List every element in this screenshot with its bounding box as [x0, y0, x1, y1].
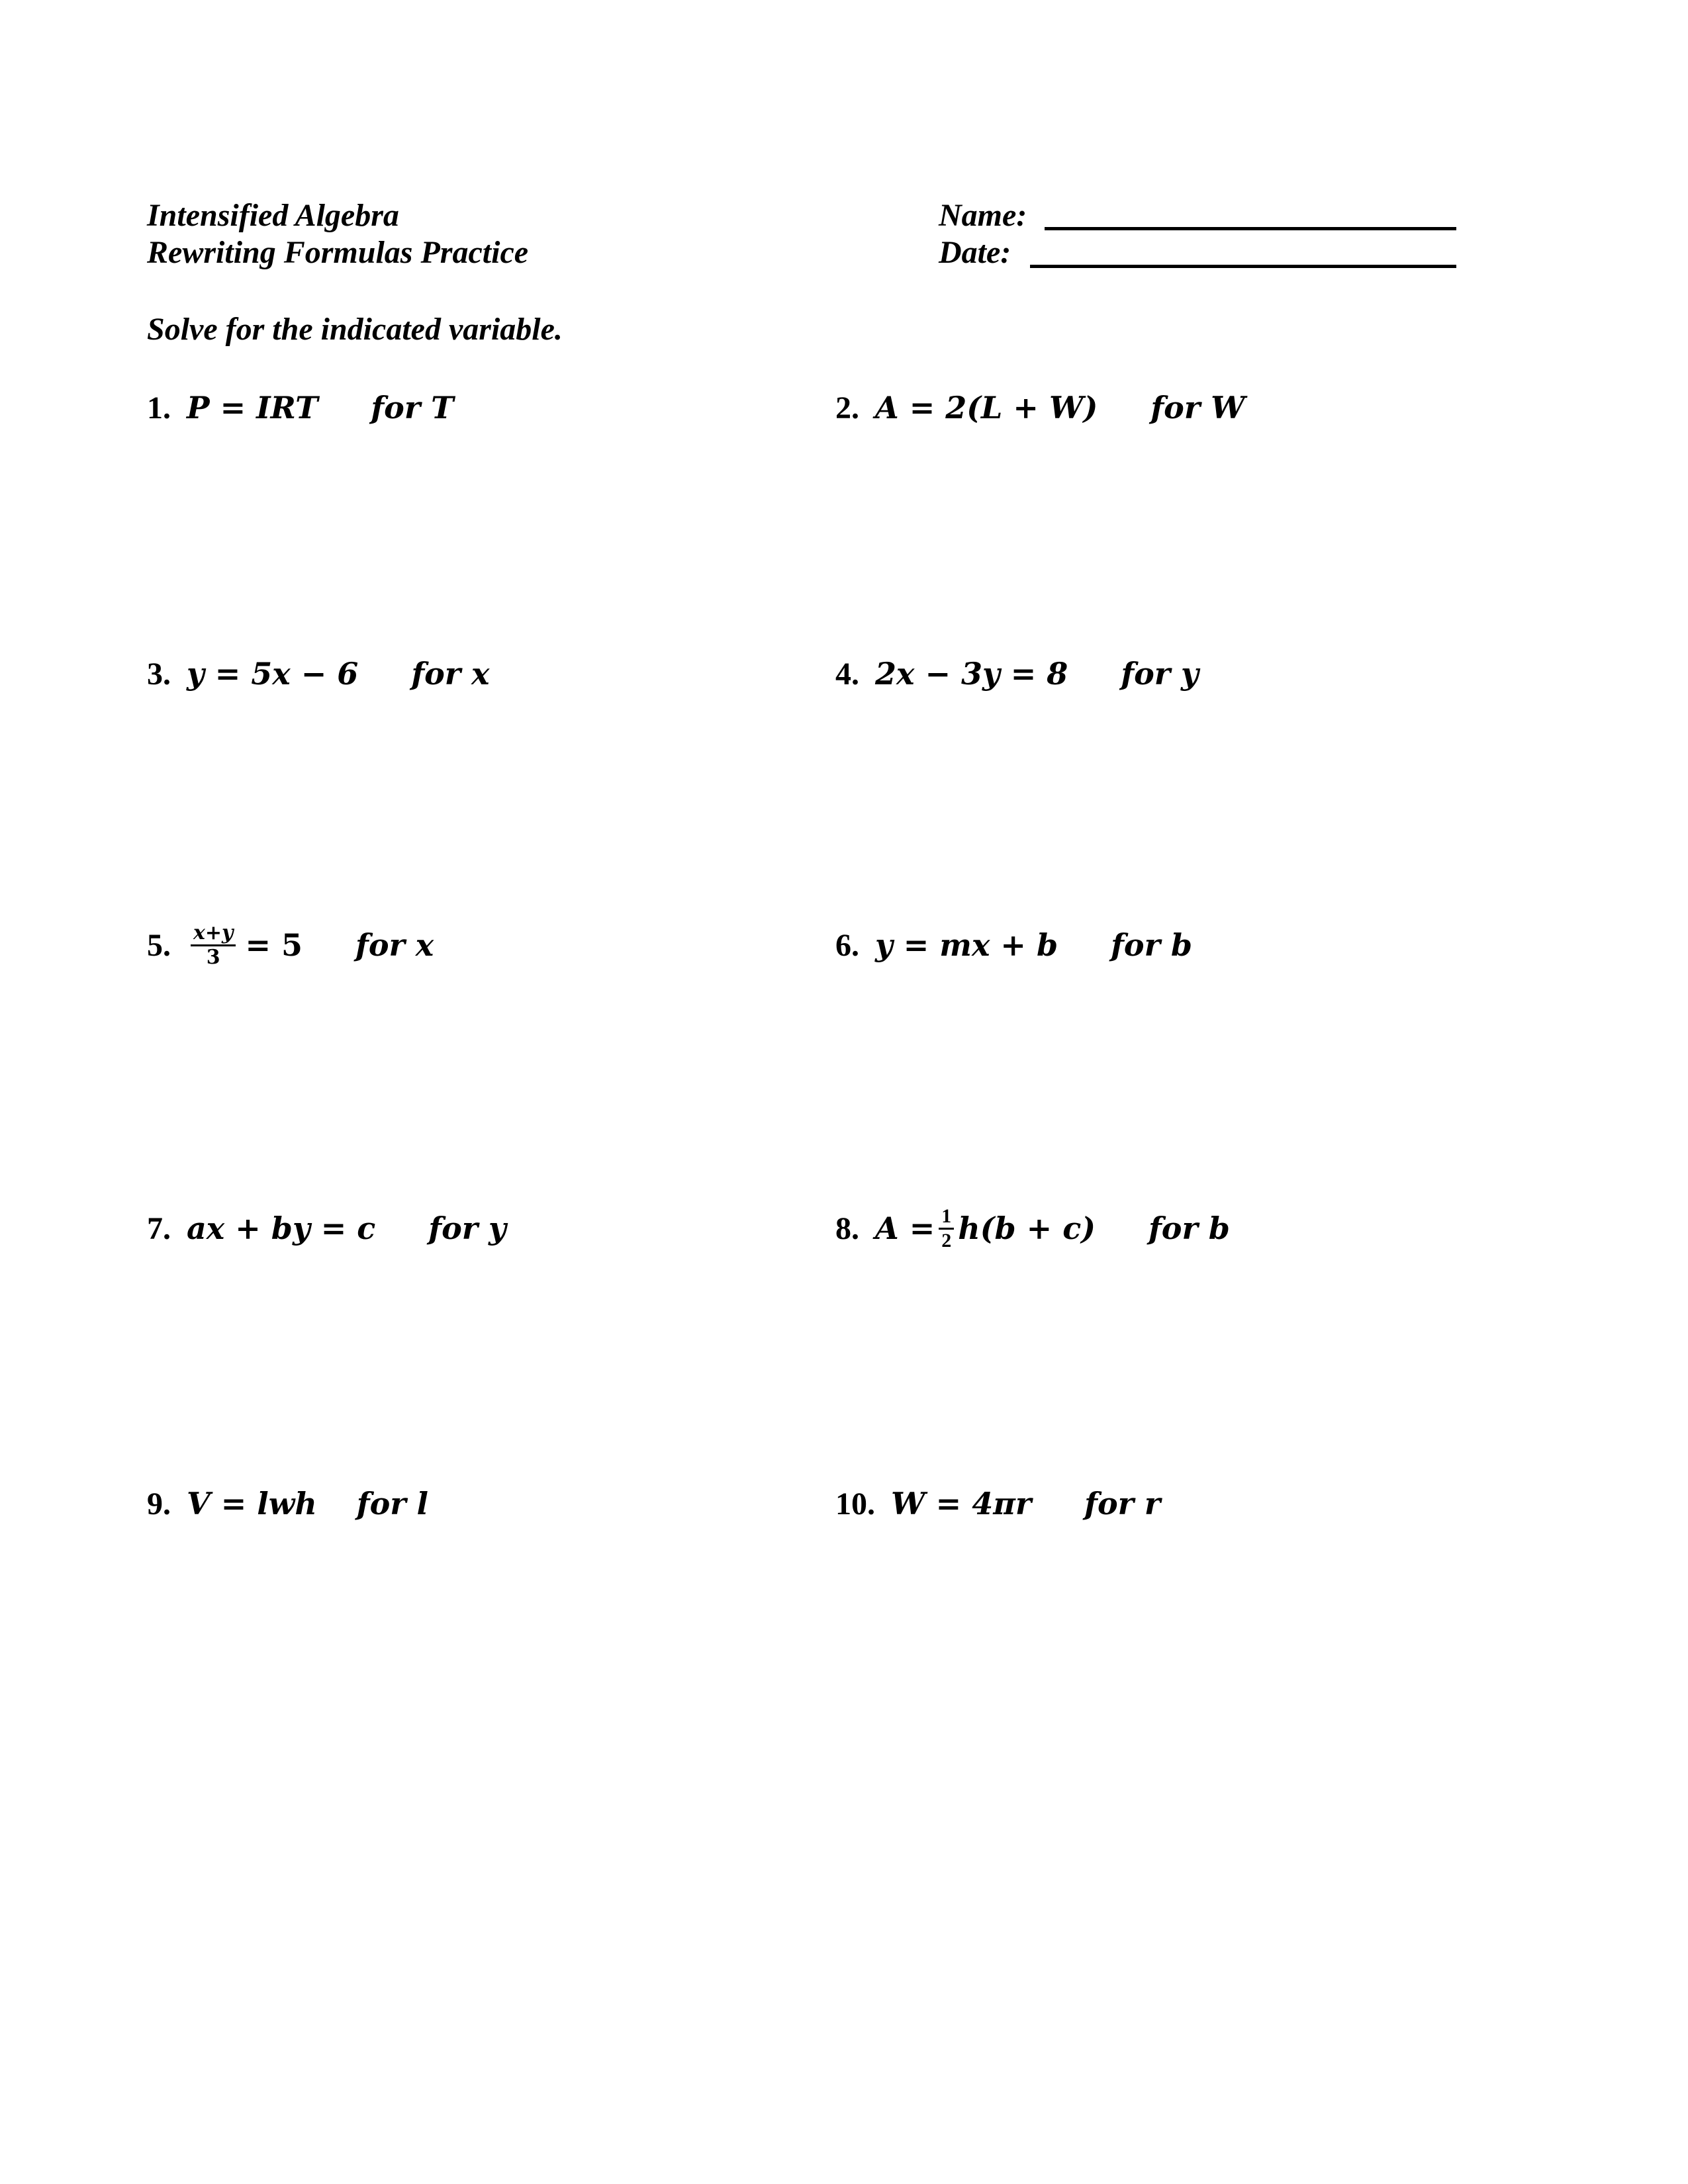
problem-1	[147, 381, 453, 434]
problem-6	[835, 919, 1192, 972]
instructions: Solve for the indicated variable.	[147, 312, 563, 347]
problem-equation: ax + by = c	[187, 1210, 376, 1246]
problem-target: for x	[355, 927, 434, 963]
problem-equation-rest: h(b + c)	[958, 1210, 1096, 1246]
problem-target: for x	[411, 656, 490, 692]
problem-number: 2.	[835, 390, 859, 426]
fraction-denominator: 2	[941, 1229, 952, 1251]
problem-equation: y = 5x − 6	[187, 656, 359, 692]
problem-number: 1.	[147, 390, 171, 426]
problem-number: 3.	[147, 656, 171, 692]
fraction-numerator: x+y	[193, 921, 234, 944]
problem-number: 5.	[147, 927, 171, 963]
problem-target: for y	[428, 1210, 506, 1246]
problem-7	[147, 1202, 506, 1255]
problem-number: 8.	[835, 1210, 859, 1246]
fraction-numerator: 1	[941, 1205, 952, 1227]
problem-4	[835, 647, 1199, 700]
problem-equation: P = IRT	[187, 390, 318, 426]
problem-target: for b	[1148, 1210, 1230, 1246]
problem-3	[147, 647, 489, 700]
problem-target: for l	[356, 1486, 428, 1522]
problem-target: for r	[1084, 1486, 1161, 1522]
date-label: Date:	[939, 235, 1011, 270]
problem-equation: 2x − 3y = 8	[875, 656, 1068, 692]
problem-10	[835, 1477, 1160, 1530]
problem-equation: A = 2(L + W)	[875, 390, 1098, 426]
problem-number: 7.	[147, 1210, 171, 1246]
problem-5	[147, 919, 434, 972]
problem-number: 10.	[835, 1486, 875, 1522]
problem-target: for W	[1150, 390, 1245, 426]
fraction	[939, 1205, 954, 1252]
problem-number: 4.	[835, 656, 859, 692]
problem-target: for T	[371, 390, 454, 426]
name-label: Name:	[939, 198, 1027, 233]
worksheet-title: Rewriting Formulas Practice	[147, 235, 529, 270]
problem-equation: W = 4πr	[891, 1486, 1032, 1522]
fraction	[191, 922, 236, 969]
problem-8	[835, 1202, 1230, 1255]
problem-target: for y	[1121, 656, 1199, 692]
fraction-denominator: 3	[206, 945, 220, 969]
course-title: Intensified Algebra	[147, 198, 399, 233]
problem-9	[147, 1477, 428, 1530]
problem-number: 9.	[147, 1486, 171, 1522]
problem-target: for b	[1111, 927, 1193, 963]
problem-equation-lead: A =	[875, 1210, 935, 1246]
date-field[interactable]	[1030, 265, 1456, 268]
problem-equation: V = lwh	[187, 1486, 317, 1522]
problem-equation-rest: = 5	[245, 927, 303, 963]
problem-2	[835, 381, 1245, 434]
name-field[interactable]	[1045, 227, 1456, 230]
problem-number: 6.	[835, 927, 859, 963]
problem-equation: y = mx + b	[875, 927, 1058, 963]
